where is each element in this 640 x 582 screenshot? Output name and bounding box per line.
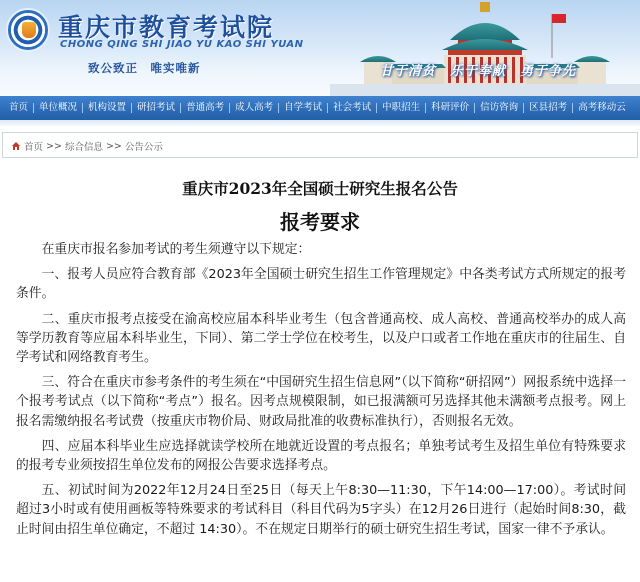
nav-item-petition[interactable]: 信访咨询 <box>480 102 519 113</box>
nav-item-mobile-cloud[interactable]: 高考移动云 <box>578 102 626 113</box>
nav-item-research[interactable]: 科研评价 <box>431 102 470 113</box>
article-paragraph: 在重庆市报名参加考试的考生须遵守以下规定： <box>41 242 311 257</box>
article-paragraph: 四、应届本科毕业生应选择就读学校所在地就近设置的考点报名；单独考试考生及招生单位有特殊要求的报考专业须按招生单位发布的网报公告要求选择考点。 <box>16 438 626 474</box>
nav-item-self-study[interactable]: 自学考试 <box>284 102 323 113</box>
article-paragraph: 三、符合在重庆市参考条件的考生须在“中国研究生招生信息网”（以下简称“研招网”）网报系统中选择一个报考考试点（以下简称“考点”）报名。因考点规模限制，如已报满额可另选择其他未满额考点报考。网上报名需缴纳报名考试费（按重庆市物价局、财政局批准的收费标准执行），否则报名无效。 <box>16 375 626 429</box>
breadcrumb-home-link[interactable]: 首页 <box>24 142 44 153</box>
article-paragraph: 五、初试时间为2022年12月24日至25日（每天上午8:30—11:30，下午14:00—17:00）。考试时间超过3小时或有使用画板等特殊要求的考试科目（科目代码为5字头）在12月26日进行（起始时间8:30，截止时间由招生单位确定，不超过 14:30）。不在规定日期举行的硕士研究生招生考试，国家一律不予承认。 <box>16 483 626 537</box>
nav-item-adult-exam[interactable]: 成人高考 <box>235 102 274 113</box>
site-title[interactable]: 重庆市教育考试院 <box>58 13 275 42</box>
main-nav <box>0 96 640 120</box>
nav-item-graduate-exam[interactable]: 研招考试 <box>137 102 176 113</box>
breadcrumb <box>11 139 163 153</box>
site-motto: 致公致正 唯实唯新 <box>88 61 201 75</box>
breadcrumb-box <box>2 132 638 158</box>
nav-shadow-stripe <box>0 120 640 126</box>
breadcrumb-separator: >> <box>105 140 122 152</box>
site-banner <box>0 0 640 96</box>
site-slogan: 甘于清贫 乐于奉献 勇于争先 <box>380 64 577 79</box>
article-paragraph: 二、重庆市报考点接受在渝高校应届本科毕业考生（包含普通高校、成人高校、普通高校举办的成人高等学历教育等应届本科毕业生，下同）、第二学士学位在校考生，以及户口或者工作地在重庆市的往届生、自学考试和网络教育考生。 <box>16 311 626 366</box>
breadcrumb-level1-link[interactable]: 综合信息 <box>64 142 103 153</box>
site-logo-icon[interactable] <box>6 8 50 52</box>
nav-item-gaokao[interactable]: 普通高考 <box>186 102 225 113</box>
nav-item-vocational[interactable]: 中职招生 <box>382 102 421 113</box>
breadcrumb-separator: >> <box>46 140 62 152</box>
article-body <box>16 240 626 545</box>
nav-item-overview[interactable]: 单位概况 <box>39 102 78 113</box>
nav-item-district[interactable]: 区县招考 <box>529 102 568 113</box>
section-title: 报考要求 <box>280 210 360 234</box>
nav-item-home[interactable]: 首页 <box>9 102 29 113</box>
article-title: 重庆市2023年全国硕士研究生报名公告 <box>182 179 458 198</box>
home-icon <box>11 141 21 151</box>
article-paragraph: 一、报考人员应符合教育部《2023年全国硕士研究生招生工作管理规定》中各类考试方式所规定的报考条件。 <box>16 267 626 302</box>
breadcrumb-level2-link[interactable]: 公告公示 <box>124 142 163 153</box>
site-pinyin: CHONG QING SHI JIAO YU KAO SHI YUAN <box>60 39 304 50</box>
nav-item-social-exam[interactable]: 社会考试 <box>333 102 372 113</box>
nav-item-organization[interactable]: 机构设置 <box>88 102 127 113</box>
great-hall-illustration <box>330 0 640 96</box>
